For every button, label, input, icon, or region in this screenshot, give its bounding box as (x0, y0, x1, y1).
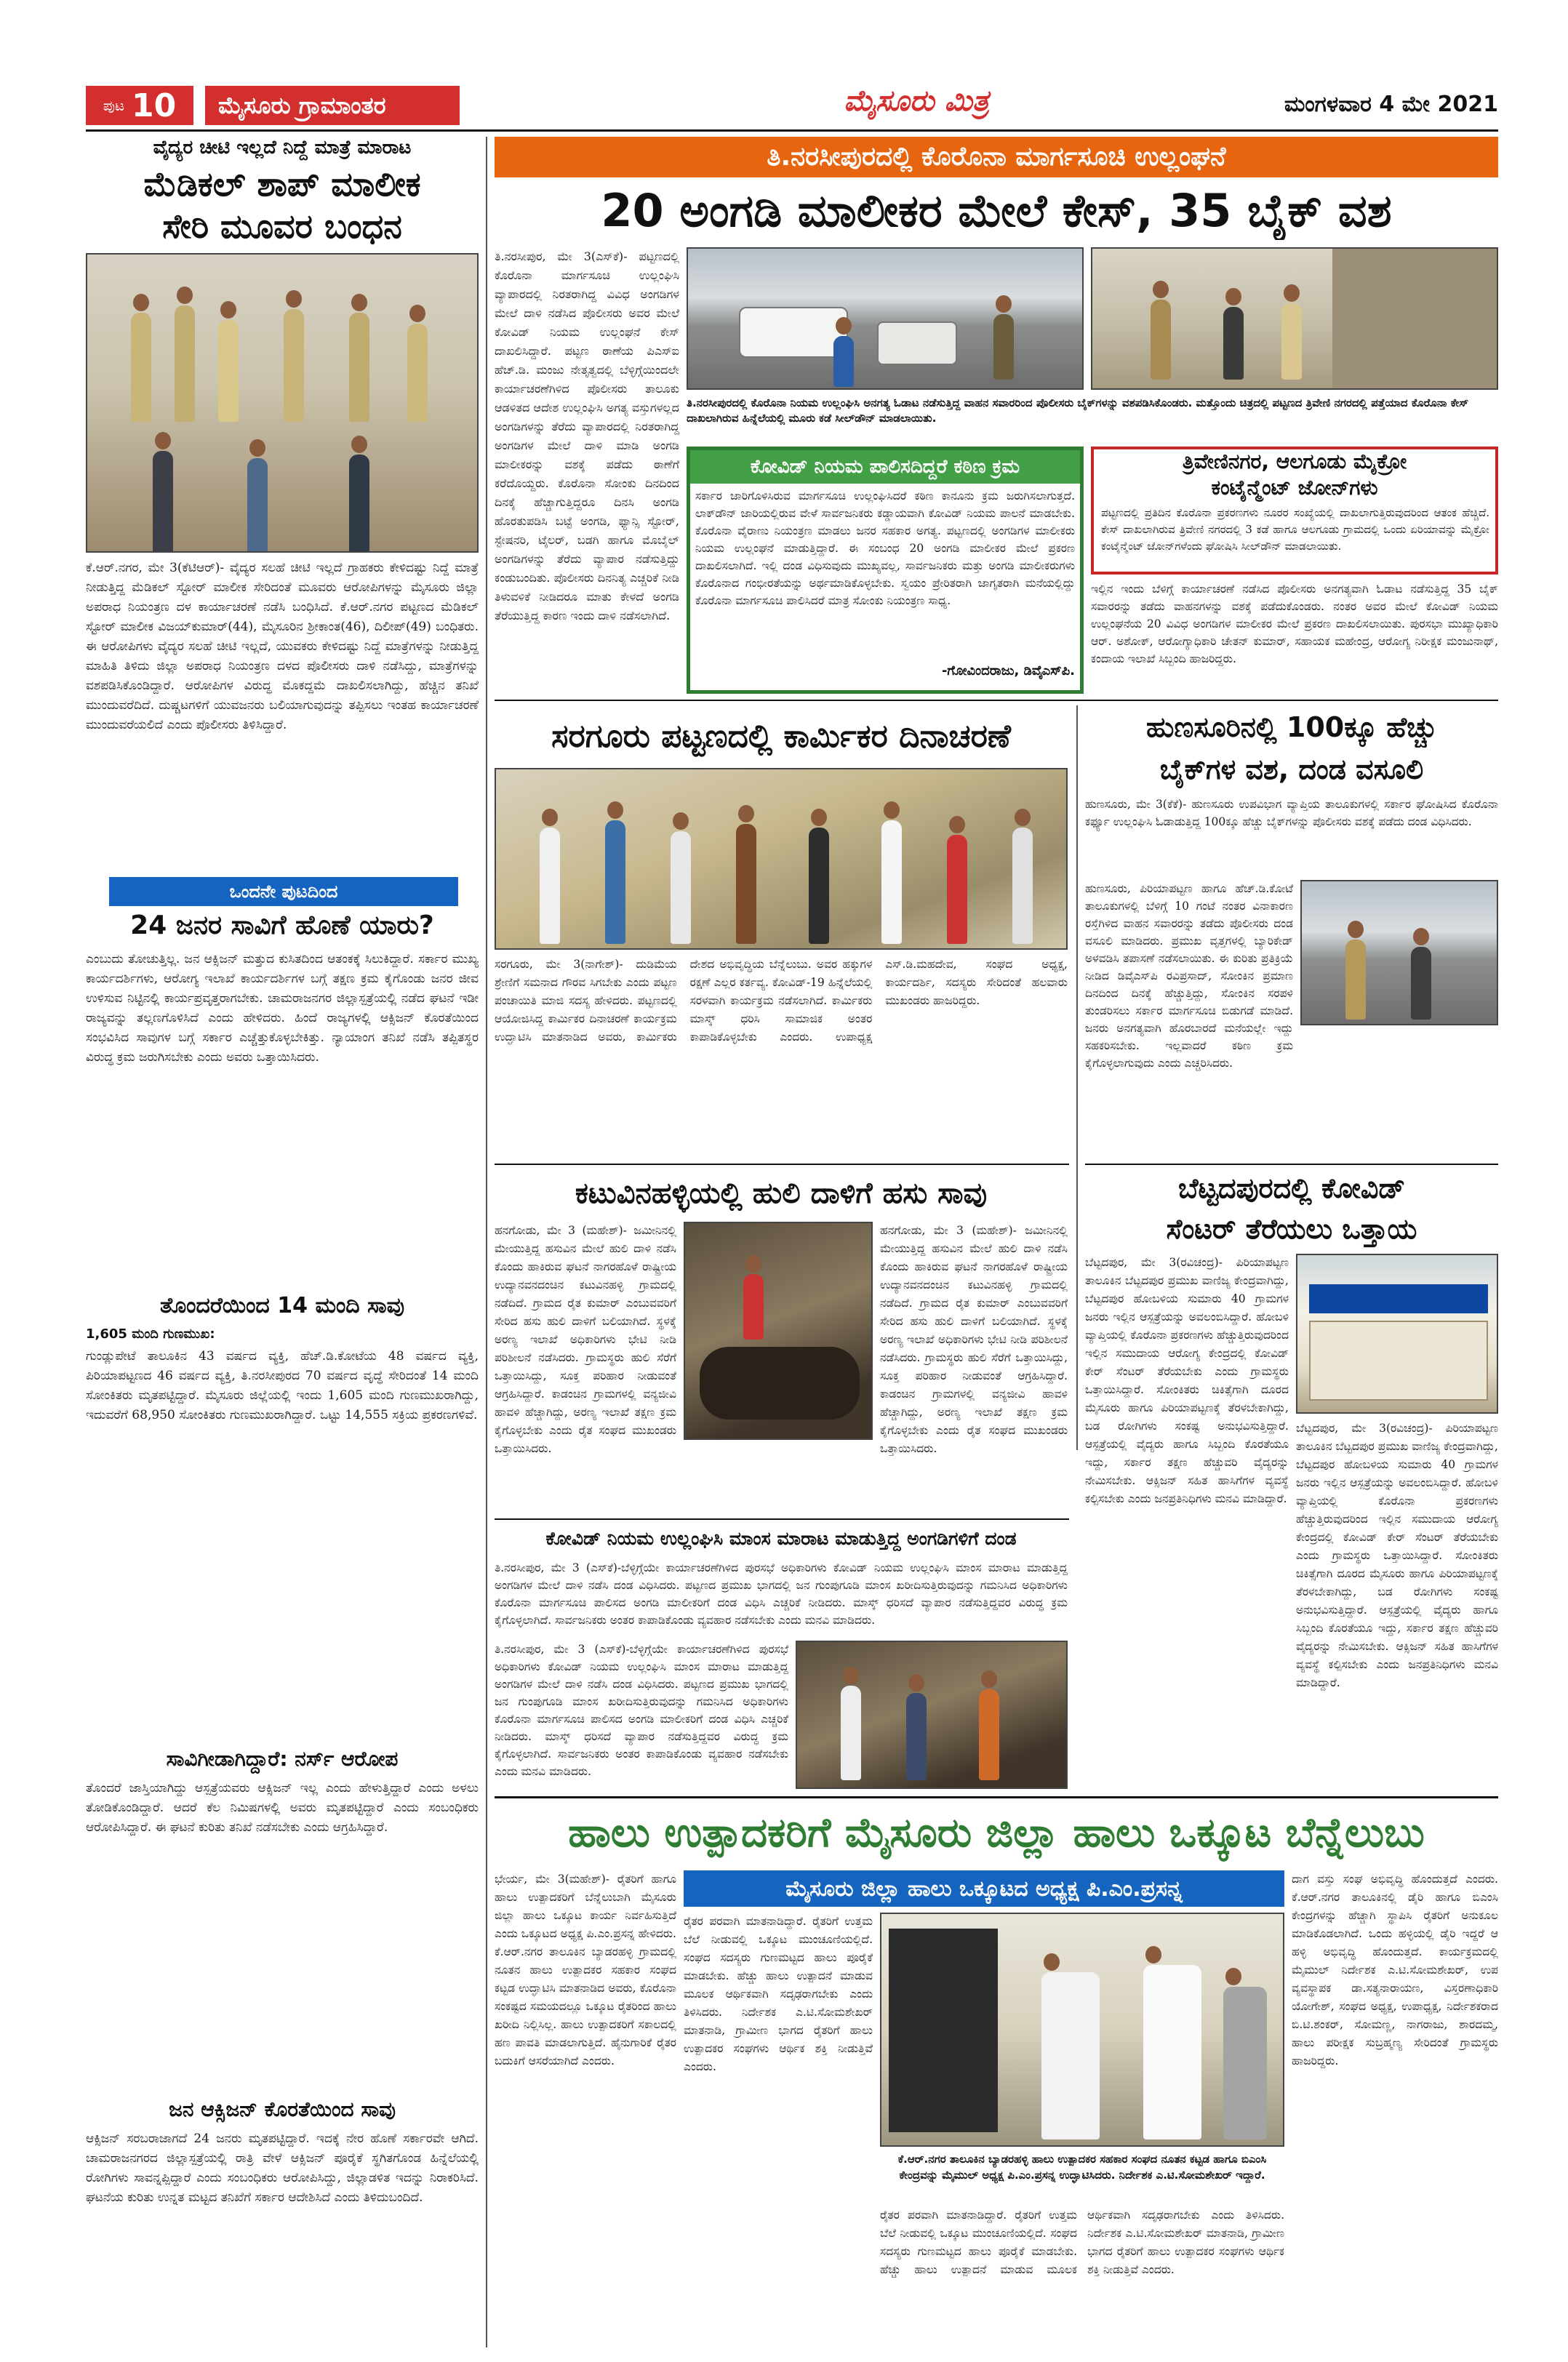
sealdown-photo (1091, 247, 1498, 390)
deaths-headline: 24 ಜನರ ಸಾವಿಗೆ ಹೊಣೆ ಯಾರು? (130, 910, 434, 940)
section-rule (495, 1518, 1069, 1520)
photo-person (979, 1689, 999, 1780)
photo-building (1309, 1321, 1488, 1401)
tnarasipura-photo-caption: ತಿ.ನರಸೀಪುರದಲ್ಲಿ ಕೊರೊನಾ ನಿಯಮ ಉಲ್ಲಂಘಿಸಿ ಅನಗತ್ಯ ಓಡಾಟ ನಡೆಸುತ್ತಿದ್ದ ವಾಹನ ಸವಾರರಿಂದ ಪೊಲೀಸರು ಬೈಕ್‌ಗಳನ್ನು ವಶಪಡಿಸಿಕೊಂಡರು. ಮತ್ತೊಂದು ಚಿತ್ರದಲ್ಲಿ ಪಟ್ಟಣದ ತ್ರಿವೇಣಿ ನಗರದಲ್ಲಿ ಪತ್ತೆಯಾದ ಕೊರೊನಾ ಕೇಸ್ ದಾಖಲಾಗಿರುವ ಹಿನ್ನೆಲೆಯಲ್ಲಿ ಮೂರು ಕಡೆ ಸೀಲ್‌ಡೌನ್ ಮಾಡಲಾಯಿತು. (687, 396, 1469, 425)
milk-body-right: ದಾಗ ವಸ್ತು ಸಂಘ ಅಭಿವೃದ್ಧಿ ಹೊಂದುತ್ತದೆ ಎಂದರು. ಕೆ.ಆರ್.ನಗರ ತಾಲೂಕಿನಲ್ಲಿ ಡೈರಿ ಹಾಗೂ ಬಿಎಂಸಿ ಕೇಂದ್ರಗಳನ್ನು ಹೆಚ್ಚಾಗಿ ಸ್ಥಾಪಿಸಿ ರೈತರಿಗೆ ಅನುಕೂಲ ಮಾಡಿಕೊಡಲಾಗಿದೆ. ಒಂದು ಹಳ್ಳಿಯಲ್ಲಿ ಡೈರಿ ಇದ್ದರೆ ಆ ಹಳ್ಳಿ ಅಭಿವೃದ್ಧಿ ಹೊಂದುತ್ತದೆ. ಕಾರ್ಯಕ್ರಮದಲ್ಲಿ ಮೈಮುಲ್ ನಿರ್ದೇಶಕ ಎ.ಟಿ.ಸೋಮಶೇಖರ್, ಉಪ ವ್ಯವಸ್ಥಾಪಕ ಡಾ.ಸತ್ಯನಾರಾಯಣ, ವಿಸ್ತರಣಾಧಿಕಾರಿ ಯೋಗೇಶ್, ಸಂಘದ ಅಧ್ಯಕ್ಷ, ಉಪಾಧ್ಯಕ್ಷ, ನಿರ್ದೇಶಕರಾದ ಬಿ.ಟಿ.ಶಂಕರ್, ಸೋಮಣ್ಣ, ನಾಗರಾಜು, ಶಾರದಮ್ಮ, ಹಾಲು ಪರೀಕ್ಷಕ ಸುಬ್ರಹ್ಮಣ್ಯ ಸೇರಿದಂತೆ ಗ್ರಾಮಸ್ಥರು ಹಾಜರಿದ್ದರು. (1292, 1873, 1498, 2067)
hunsur-headline-1: ಹುಣಸೂರಿನಲ್ಲಿ 100ಕ್ಕೂ ಹೆಚ್ಚು (1145, 711, 1438, 743)
deaths-bold-line: 1,605 ಮಂದಿ ಗುಣಮುಖ: (86, 1326, 215, 1342)
leopard-body-2: ಹನಗೋಡು, ಮೇ 3 (ಮಹೇಶ್)- ಜಮೀನಿನಲ್ಲಿ ಮೇಯುತ್ತಿದ್ದ ಹಸುವಿನ ಮೇಲೆ ಹುಲಿ ದಾಳಿ ನಡೆಸಿ ಕೊಂದು ಹಾಕಿರುವ ಘಟನೆ ನಾಗರಹೊಳೆ ರಾಷ್ಟ್ರೀಯ ಉದ್ಯಾನವನದಂಚಿನ ಕಟುವಿನಹಳ್ಳಿ ಗ್ರಾಮದಲ್ಲಿ ನಡೆದಿದೆ. ಗ್ರಾಮದ ರೈತ ಕುಮಾರ್ ಎಂಬುವವರಿಗೆ ಸೇರಿದ ಹಸು ಹುಲಿ ದಾಳಿಗೆ ಬಲಿಯಾಗಿದೆ. ಸ್ಥಳಕ್ಕೆ ಅರಣ್ಯ ಇಲಾಖೆ ಅಧಿಕಾರಿಗಳು ಭೇಟಿ ನೀಡಿ ಪರಿಶೀಲನೆ ನಡೆಸಿದರು. ಗ್ರಾಮಸ್ಥರು ಹುಲಿ ಸೆರೆಗೆ ಒತ್ತಾಯಿಸಿದ್ದು, ಸೂಕ್ತ ಪರಿಹಾರ ನೀಡುವಂತೆ ಆಗ್ರಹಿಸಿದ್ದಾರೆ. ಕಾಡಂಚಿನ ಗ್ರಾಮಗಳಲ್ಲಿ ವನ್ಯಜೀವಿ ಹಾವಳಿ ಹೆಚ್ಚಾಗಿದ್ದು, ಅರಣ್ಯ ಇಲಾಖೆ ತಕ್ಷಣ ಕ್ರಮ ಕೈಗೊಳ್ಳಬೇಕು ಎಂದು ರೈತ ಸಂಘದ ಮುಖಂಡರು ಒತ್ತಾಯಿಸಿದರು. (880, 1224, 1068, 1455)
meat-body: ತಿ.ನರಸೀಪುರ, ಮೇ 3 (ಎಸ್‌ಕೆ)-ಬೆಳ್ಳಿಗ್ಗೆಯೇ ಕಾರ್ಯಾಚರಣೆಗಿಳಿದ ಪುರಸಭೆ ಅಧಿಕಾರಿಗಳು ಕೋವಿಡ್ ನಿಯಮ ಉಲ್ಲಂಘಿಸಿ ಮಾಂಸ ಮಾರಾಟ ಮಾಡುತ್ತಿದ್ದ ಅಂಗಡಿಗಳ ಮೇಲೆ ದಾಳಿ ನಡೆಸಿ ದಂಡ ವಿಧಿಸಿದರು. ಪಟ್ಟಣದ ಪ್ರಮುಖ ಭಾಗದಲ್ಲಿ ಜನ ಗುಂಪುಗೂಡಿ ಮಾಂಸ ಖರೀದಿಸುತ್ತಿರುವುದನ್ನು ಗಮನಿಸಿದ ಅಧಿಕಾರಿಗಳು ಕೊರೊನಾ ಮಾರ್ಗಸೂಚಿ ಪಾಲಿಸದ ಅಂಗಡಿ ಮಾಲೀಕರಿಗೆ ದಂಡ ವಿಧಿಸಿ ಎಚ್ಚರಿಕೆ ನೀಡಿದರು. ಮಾಸ್ಕ್ ಧರಿಸದೆ ವ್ಯಾಪಾರ ನಡೆಸುತ್ತಿದ್ದವರ ವಿರುದ್ಧ ಕ್ರಮ ಕೈಗೊಳ್ಳಲಾಗಿದೆ. ಸಾರ್ವಜನಿಕರು ಅಂತರ ಕಾಪಾಡಿಕೊಂಡು ವ್ಯವಹಾರ ನಡೆಸಬೇಕು ಎಂದು ಮನವಿ ಮಾಡಿದರು. (495, 1561, 1068, 1627)
leopard-body: ಹನಗೋಡು, ಮೇ 3 (ಮಹೇಶ್)- ಜಮೀನಿನಲ್ಲಿ ಮೇಯುತ್ತಿದ್ದ ಹಸುವಿನ ಮೇಲೆ ಹುಲಿ ದಾಳಿ ನಡೆಸಿ ಕೊಂದು ಹಾಕಿರುವ ಘಟನೆ ನಾಗರಹೊಳೆ ರಾಷ್ಟ್ರೀಯ ಉದ್ಯಾನವನದಂಚಿನ ಕಟುವಿನಹಳ್ಳಿ ಗ್ರಾಮದಲ್ಲಿ ನಡೆದಿದೆ. ಗ್ರಾಮದ ರೈತ ಕುಮಾರ್ ಎಂಬುವವರಿಗೆ ಸೇರಿದ ಹಸು ಹುಲಿ ದಾಳಿಗೆ ಬಲಿಯಾಗಿದೆ. ಸ್ಥಳಕ್ಕೆ ಅರಣ್ಯ ಇಲಾಖೆ ಅಧಿಕಾರಿಗಳು ಭೇಟಿ ನೀಡಿ ಪರಿಶೀಲನೆ ನಡೆಸಿದರು. ಗ್ರಾಮಸ್ಥರು ಹುಲಿ ಸೆರೆಗೆ ಒತ್ತಾಯಿಸಿದ್ದು, ಸೂಕ್ತ ಪರಿಹಾರ ನೀಡುವಂತೆ ಆಗ್ರಹಿಸಿದ್ದಾರೆ. ಕಾಡಂಚಿನ ಗ್ರಾಮಗಳಲ್ಲಿ ವನ್ಯಜೀವಿ ಹಾವಳಿ ಹೆಚ್ಚಾಗಿದ್ದು, ಅರಣ್ಯ ಇಲಾಖೆ ತಕ್ಷಣ ಕ್ರಮ ಕೈಗೊಳ್ಳಬೇಕು ಎಂದು ರೈತ ಸಂಘದ ಮುಖಂಡರು ಒತ್ತಾಯಿಸಿದರು. (495, 1224, 676, 1455)
pharmacy-headline-2: ಸೇರಿ ಮೂವರ ಬಂಧನ (162, 207, 402, 246)
photo-plaque (889, 1929, 998, 2132)
photo-person (175, 305, 195, 422)
continued-banner: ಒಂದನೇ ಪುಟದಿಂದ (109, 877, 458, 906)
deaths-body-4: ಆಕ್ಸಿಜನ್ ಸರಬರಾಜಾಗದೆ 24 ಜನರು ಮೃತಪಟ್ಟಿದ್ದಾರೆ. ಇದಕ್ಕೆ ನೇರ ಹೊಣೆ ಸರ್ಕಾರವೇ ಆಗಿದೆ. ಚಾಮರಾಜನಗರದ ಜಿಲ್ಲಾಸ್ಪತ್ರೆಯಲ್ಲಿ ರಾತ್ರಿ ವೇಳೆ ಆಕ್ಸಿಜನ್ ಪೂರೈಕೆ ಸ್ಥಗಿತಗೊಂಡ ಹಿನ್ನೆಲೆಯಲ್ಲಿ ರೋಗಿಗಳು ಸಾವನ್ನಪ್ಪಿದ್ದಾರೆ ಎಂದು ಸಂಬಂಧಿಕರು ಆರೋಪಿಸಿದ್ದು, ಜಿಲ್ಲಾಡಳಿತ ಇದನ್ನು ನಿರಾಕರಿಸಿದೆ. ಘಟನೆಯ ಕುರಿತು ಉನ್ನತ ಮಟ್ಟದ ತನಿಖೆಗೆ ಸರ್ಕಾರ ಆದೇಶಿಸಿದೆ ಎಂದು ತಿಳಿದುಬಂದಿದೆ. (86, 2131, 479, 2205)
photo-vehicle (877, 321, 957, 365)
deaths-body-1: ಎಂಬುದು ತೋಚುತ್ತಿಲ್ಲ. ಜನ ಆಕ್ಸಿಜನ್ ಮತ್ತುದ ಕುಸಿತದಿಂದ ಆತಂಕಕ್ಕೆ ಸಿಲುಕಿದ್ದಾರೆ. ಸರ್ಕಾರ ಮುಖ್ಯ ಕಾರ್ಯದರ್ಶಿಗಳು, ಆರೋಗ್ಯ ಇಲಾಖೆ ಕಾರ್ಯದರ್ಶಿಗಳ ಬಗ್ಗೆ ತಕ್ಷಣ ಕ್ರಮ ಕೈಗೊಂಡು ಜನರ ಜೀವ ಉಳಿಸುವ ನಿಟ್ಟಿನಲ್ಲಿ ಕಾರ್ಯಪ್ರವೃತ್ತರಾಗಬೇಕು. ಚಾಮರಾಜನಗರ ಜಿಲ್ಲಾಸ್ಪತ್ರೆಯಲ್ಲಿ ನಡೆದ ಘಟನೆ ಇಡೀ ರಾಜ್ಯವನ್ನು ತಲ್ಲಣಗೊಳಿಸಿದೆ ಎಂದು ಹೇಳಿದರು. ಹಿಂದೆ ರಾಜ್ಯಗಳಲ್ಲಿ ಆಕ್ಸಿಜನ್ ಕೊರತೆಯಿಂದ ಸಂಭವಿಸಿದ ಸಾವುಗಳ ಬಗ್ಗೆ ಸರ್ಕಾರ ಎಚ್ಚೆತ್ತುಕೊಳ್ಳಬೇಕಿತ್ತು. ನ್ಯಾಯಾಂಗ ತನಿಖೆ ನಡೆಸಿ ತಪ್ಪಿತಸ್ಥರ ವಿರುದ್ಧ ಕ್ರಮ ಜರುಗಿಸಬೇಕು ಎಂದು ಅವರು ಒತ್ತಾಯಿಸಿದರು. (86, 952, 479, 1065)
deaths-body-3: ತೊಂದರೆ ಜಾಸ್ತಿಯಾಗಿದ್ದು ಆಸ್ಪತ್ರೆಯವರು ಆಕ್ಸಿಜನ್ ಇಲ್ಲ ಎಂದು ಹೇಳುತ್ತಿದ್ದಾರೆ ಎಂದು ಅಳಲು ತೋಡಿಕೊಂಡಿದ್ದಾರೆ. ಆದರೆ ಕೆಲ ನಿಮಿಷಗಳಲ್ಲಿ ಅವರು ಮೃತಪಟ್ಟಿದ್ದಾರೆ ಎಂದು ಸಂಬಂಧಿಕರು ಆರೋಪಿಸಿದ್ದಾರೆ. ಈ ಘಟನೆ ಕುರಿತು ತನಿಖೆ ನಡೆಸಬೇಕು ಎಂದು ಆಗ್ರಹಿಸಿದ್ದಾರೆ. (86, 1781, 479, 1835)
photo-vehicle (739, 307, 848, 358)
pharmacy-kicker: ವೈದ್ಯರ ಚೀಟಿ ಇಲ್ಲದೆ ನಿದ್ದೆ ಮಾತ್ರೆ ಮಾರಾಟ (153, 137, 412, 159)
photo-person (906, 1693, 927, 1780)
tnarasipura-continued-body: ಇಲ್ಲಿನ ಇಂದು ಬೆಳಿಗ್ಗೆ ಕಾರ್ಯಾಚರಣೆ ನಡೆಸಿದ ಪೊಲೀಸರು ಅನಗತ್ಯವಾಗಿ ಓಡಾಟ ನಡೆಸುತ್ತಿದ್ದ 35 ಬೈಕ್ ಸವಾರರನ್ನು ತಡೆದು ವಾಹನಗಳನ್ನು ವಶಕ್ಕೆ ಪಡೆದುಕೊಂಡರು. ನಂತರ ಅವರ ಮೇಲೆ ಕೋವಿಡ್ ನಿಯಮ ಉಲ್ಲಂಘನೆಯ 20 ವಿವಿಧ ಅಂಗಡಿಗಳ ಮಾಲೀಕರ ಮೇಲೆ ಪ್ರಕರಣ ದಾಖಲಿಸಲಾಯಿತು. ಪುರಸಭಾ ಮುಖ್ಯಾಧಿಕಾರಿ ಆರ್. ಅಶೋಕ್, ಆರೋಗ್ಯಾಧಿಕಾರಿ ಚೇತನ್ ಕುಮಾರ್, ಸಹಾಯಕ ಮಹೇಂದ್ರ, ಆರೋಗ್ಯ ನಿರೀಕ್ಷಕ ಮಂಜುನಾಥ್, ಕಂದಾಯ ಇಲಾಖೆ ಸಿಬ್ಬಂದಿ ಹಾಜರಿದ್ದರು. (1091, 583, 1498, 665)
saragur-body: ಸರಗೂರು, ಮೇ 3(ನಾಗೇಶ್)- ದುಡಿಮೆಯ ಶ್ರೇಣಿಗೆ ಸಮನಾದ ಗೌರವ ಸಿಗಬೇಕು ಎಂದು ಪಟ್ಟಣ ಪಂಚಾಯಿತಿ ಮಾಜಿ ಸದಸ್ಯ ಹೇಳಿದರು. ಪಟ್ಟಣದಲ್ಲಿ ಆಯೋಜಿಸಿದ್ದ ಕಾರ್ಮಿಕರ ದಿನಾಚರಣೆ ಕಾರ್ಯಕ್ರಮ ಉದ್ಘಾಟಿಸಿ ಮಾತನಾಡಿದ ಅವರು, ಕಾರ್ಮಿಕರು ದೇಶದ ಅಭಿವೃದ್ಧಿಯ ಬೆನ್ನೆಲುಬು. ಅವರ ಹಕ್ಕುಗಳ ರಕ್ಷಣೆ ಎಲ್ಲರ ಕರ್ತವ್ಯ. ಕೋವಿಡ್-19 ಹಿನ್ನೆಲೆಯಲ್ಲಿ ಸರಳವಾಗಿ ಕಾರ್ಯಕ್ರಮ ನಡೆಸಲಾಗಿದೆ. ಕಾರ್ಮಿಕರು ಮಾಸ್ಕ್ ಧರಿಸಿ ಸಾಮಾಜಿಕ ಅಂತರ ಕಾಪಾಡಿಕೊಳ್ಳಬೇಕು ಎಂದರು. ಉಪಾಧ್ಯಕ್ಷ ಎಸ್.ಡಿ.ಮಹದೇವ, ಸಂಘದ ಅಧ್ಯಕ್ಷ, ಕಾರ್ಯದರ್ಶಿ, ಸದಸ್ಯರು ಸೇರಿದಂತೆ ಹಲವಾರು ಮುಖಂಡರು ಹಾಜರಿದ್ದರು. (495, 958, 1068, 1044)
issue-date: ಮಂಗಳವಾರ 4 ಮೇ 2021 (1284, 92, 1498, 117)
photo-person (1143, 1965, 1201, 2139)
photo-person (1345, 940, 1366, 1020)
photo-person (349, 455, 369, 553)
photo-person (1223, 307, 1244, 380)
milk-inauguration-photo (880, 1913, 1284, 2147)
photo-person (218, 320, 239, 422)
photo-person (993, 314, 1014, 380)
photo-person (809, 828, 829, 944)
tnarasipura-body: ತಿ.ನರಸೀಪುರ, ಮೇ 3(ಎಸ್‌ಕೆ)- ಪಟ್ಟಣದಲ್ಲಿ ಕೊರೊನಾ ಮಾರ್ಗಸೂಚಿ ಉಲ್ಲಂಘಿಸಿ ವ್ಯಾಪಾರದಲ್ಲಿ ನಿರತರಾಗಿದ್ದ ವಿವಿಧ ಅಂಗಡಿಗಳ ಮೇಲೆ ದಾಳಿ ನಡೆಸಿದ ಪೊಲೀಸರು ಅವರ ಮೇಲೆ ಕೋವಿಡ್ ನಿಯಮ ಉಲ್ಲಂಘನೆ ಕೇಸ್ ದಾಖಲಿಸಿದ್ದಾರೆ. ಪಟ್ಟಣ ಠಾಣೆಯ ಪಿಎಸ್‌ಐ ಹೆಚ್.ಡಿ. ಮಂಜು ನೇತೃತ್ವದಲ್ಲಿ ಬೆಳ್ಳಿಗ್ಗೆಯಿಂದಲೇ ಕಾರ್ಯಾಚರಣೆಗಿಳಿದ ಪೊಲೀಸರು ತಾಲೂಕು ಆಡಳಿತದ ಆದೇಶ ಉಲ್ಲಂಘಿಸಿ ಅಗತ್ಯ ವಸ್ತುಗಳಲ್ಲದ ಅಂಗಡಿಗಳನ್ನು ತೆರೆದು ವ್ಯಾಪಾರದಲ್ಲಿ ನಿರತರಾಗಿದ್ದ ಅಂಗಡಿಗಳ ಮೇಲೆ ದಾಳಿ ಮಾಡಿ ಅಂಗಡಿ ಮಾಲೀಕರನ್ನು ವಶಕ್ಕೆ ಪಡೆದು ಠಾಣೆಗೆ ಕರೆದೊಯ್ದರು. ಕೊರೊನಾ ಸೋಂಕು ದಿನದಿಂದ ದಿನಕ್ಕೆ ಹೆಚ್ಚಾಗುತ್ತಿದ್ದರೂ ದಿನಸಿ ಅಂಗಡಿ ಹೊರತುಪಡಿಸಿ ಬಟ್ಟೆ ಅಂಗಡಿ, ಫ್ಯಾನ್ಸಿ ಸ್ಟೋರ್, ಸ್ಟೇಷನರಿ, ಟೈಲರ್, ಬಡಗಿ ಹಾಗೂ ಮೊಬೈಲ್ ಅಂಗಡಿಗಳನ್ನು ತೆರೆದು ವ್ಯಾಪಾರ ನಡೆಸುತ್ತಿದ್ದು ಕಂಡುಬಂದಿತು. ಪೊಲೀಸರು ದಿನನಿತ್ಯ ಎಚ್ಚರಿಕೆ ನೀಡಿ ತಿಳುವಳಿಕೆ ನೀಡಿದರೂ ಮಾತು ಕೇಳದೆ ಅಂಗಡಿ ತೆರೆಯುತ್ತಿದ್ದ ಕಾರಣ ಇಂದು ದಾಳಿ ನಡೆಸಲಾಗಿದೆ. (495, 249, 679, 622)
covid-rules-signature: -ಗೋವಿಂದರಾಜು, ಡಿವೈಎಸ್‌ಪಿ. (941, 663, 1075, 678)
bettadapura-body: ಬೆಟ್ಟದಪುರ, ಮೇ 3(ರವಿಚಂದ್ರ)- ಪಿರಿಯಾಪಟ್ಟಣ ತಾಲೂಕಿನ ಬೆಟ್ಟದಪುರ ಪ್ರಮುಖ ವಾಣಿಜ್ಯ ಕೇಂದ್ರವಾಗಿದ್ದು, ಬೆಟ್ಟದಪುರ ಹೋಬಳಿಯ ಸುಮಾರು 40 ಗ್ರಾಮಗಳ ಜನರು ಇಲ್ಲಿನ ಆಸ್ಪತ್ರೆಯನ್ನು ಅವಲಂಬಿಸಿದ್ದಾರೆ. ಹೋಬಳಿ ವ್ಯಾಪ್ತಿಯಲ್ಲಿ ಕೊರೊನಾ ಪ್ರಕರಣಗಳು ಹೆಚ್ಚುತ್ತಿರುವುದರಿಂದ ಇಲ್ಲಿನ ಸಮುದಾಯ ಆರೋಗ್ಯ ಕೇಂದ್ರದಲ್ಲಿ ಕೋವಿಡ್ ಕೇರ್ ಸೆಂಟರ್ ತೆರೆಯಬೇಕು ಎಂದು ಗ್ರಾಮಸ್ಥರು ಒತ್ತಾಯಿಸಿದ್ದಾರೆ. ಸೋಂಕಿತರು ಚಿಕಿತ್ಸೆಗಾಗಿ ದೂರದ ಮೈಸೂರು ಹಾಗೂ ಪಿರಿಯಾಪಟ್ಟಣಕ್ಕೆ ತೆರಳಬೇಕಾಗಿದ್ದು, ಬಡ ರೋಗಿಗಳು ಸಂಕಷ್ಟ ಅನುಭವಿಸುತ್ತಿದ್ದಾರೆ. ಆಸ್ಪತ್ರೆಯಲ್ಲಿ ವೈದ್ಯರು ಹಾಗೂ ಸಿಬ್ಬಂದಿ ಕೊರತೆಯೂ ಇದ್ದು, ಸರ್ಕಾರ ತಕ್ಷಣ ಹೆಚ್ಚುವರಿ ವೈದ್ಯರನ್ನು ನೇಮಿಸಬೇಕು. ಆಕ್ಸಿಜನ್ ಸಹಿತ ಹಾಸಿಗೆಗಳ ವ್ಯವಸ್ಥೆ ಕಲ್ಪಿಸಬೇಕು ಎಂದು ಜನಪ್ರತಿನಿಧಿಗಳು ಮನವಿ ಮಾಡಿದ್ದಾರೆ. (1085, 1256, 1289, 1505)
section-rule (1085, 1164, 1498, 1165)
photo-person (1041, 1972, 1100, 2139)
section-rule (495, 1164, 1069, 1165)
bettadapura-headline-1: ಬೆಟ್ಟದಪುರದಲ್ಲಿ ಕೋವಿಡ್ (1178, 1172, 1405, 1204)
health-centre-photo (1296, 1254, 1498, 1414)
photo-cow (700, 1347, 860, 1420)
section-title: ಮೈಸೂರು ಗ್ರಾಮಾಂತರ (205, 86, 460, 125)
deaths-subhead-3: ಜನ ಆಕ್ಸಿಜನ್ ಕೊರತೆಯಿಂದ ಸಾವು (169, 2097, 396, 2121)
photo-person (153, 451, 173, 553)
milk-photo-caption: ಕೆ.ಆರ್.ನಗರ ತಾಲೂಕಿನ ಬ್ಯಾಡರಹಳ್ಳಿ ಹಾಲು ಉತ್ಪಾದಕರ ಸಹಕಾರ ಸಂಘದ ನೂತನ ಕಟ್ಟಡ ಹಾಗೂ ಬಿಎಂಸಿ ಕೇಂದ್ರವನ್ನು ಮೈಮುಲ್ ಅಧ್ಯಕ್ಷ ಪಿ.ಎಂ.ಪ್ರಸನ್ನ ಉದ್ಘಾಟಿಸಿದರು. ನಿರ್ದೇಶಕ ಎ.ಟಿ.ಸೋಮಶೇಖರ್ ಇದ್ದಾರೆ. (897, 2153, 1267, 2182)
paper-logo: ಮೈಸೂರು ಮಿತ್ರ (844, 84, 989, 118)
milk-president-bar: ಮೈಸೂರು ಜಿಲ್ಲಾ ಹಾಲು ಒಕ್ಕೂಟದ ಅಧ್ಯಕ್ಷ ಪಿ.ಎಂ.ಪ್ರಸನ್ನ (684, 1870, 1284, 1907)
photo-person (833, 336, 854, 387)
photo-person (349, 313, 369, 422)
containment-body: ಪಟ್ಟಣದಲ್ಲಿ ಪ್ರತಿದಿನ ಕೊರೊನಾ ಪ್ರಕರಣಗಳು ನೂರರ ಸಂಖ್ಯೆಯಲ್ಲಿ ದಾಖಲಾಗುತ್ತಿರುವುದರಿಂದ ಆತಂಕ ಹೆಚ್ಚಿದೆ. ಕೇಸ್ ದಾಖಲಾಗಿರುವ ತ್ರಿವೇಣಿ ನಗರದಲ್ಲಿ 3 ಕಡೆ ಹಾಗೂ ಆಲಗೂಡು ಗ್ರಾಮದಲ್ಲಿ ಒಂದು ಏರಿಯಾವನ್ನು ಮೈಕ್ರೋ ಕಂಟೈನ್ಮೆಂಟ್ ಜೋನ್‌ಗಳೆಂದು ಘೋಷಿಸಿ ಸೀಲ್‌ಡೌನ್ ಮಾಡಲಾಯಿತು. (1101, 506, 1489, 553)
leopard-headline: ಕಟುವಿನಹಳ್ಳಿಯಲ್ಲಿ ಹುಲಿ ದಾಳಿಗೆ ಹಸು ಸಾವು (575, 1177, 988, 1210)
photo-person (1223, 1987, 1267, 2139)
labour-day-photo (495, 768, 1068, 950)
photo-person (605, 820, 625, 944)
photo-person (1151, 300, 1171, 380)
meat-body-2: ತಿ.ನರಸೀಪುರ, ಮೇ 3 (ಎಸ್‌ಕೆ)-ಬೆಳ್ಳಿಗ್ಗೆಯೇ ಕಾರ್ಯಾಚರಣೆಗಿಳಿದ ಪುರಸಭೆ ಅಧಿಕಾರಿಗಳು ಕೋವಿಡ್ ನಿಯಮ ಉಲ್ಲಂಘಿಸಿ ಮಾಂಸ ಮಾರಾಟ ಮಾಡುತ್ತಿದ್ದ ಅಂಗಡಿಗಳ ಮೇಲೆ ದಾಳಿ ನಡೆಸಿ ದಂಡ ವಿಧಿಸಿದರು. ಪಟ್ಟಣದ ಪ್ರಮುಖ ಭಾಗದಲ್ಲಿ ಜನ ಗುಂಪುಗೂಡಿ ಮಾಂಸ ಖರೀದಿಸುತ್ತಿರುವುದನ್ನು ಗಮನಿಸಿದ ಅಧಿಕಾರಿಗಳು ಕೊರೊನಾ ಮಾರ್ಗಸೂಚಿ ಪಾಲಿಸದ ಅಂಗಡಿ ಮಾಲೀಕರಿಗೆ ದಂಡ ವಿಧಿಸಿ ಎಚ್ಚರಿಕೆ ನೀಡಿದರು. ಮಾಸ್ಕ್ ಧರಿಸದೆ ವ್ಯಾಪಾರ ನಡೆಸುತ್ತಿದ್ದವರ ವಿರುದ್ಧ ಕ್ರಮ ಕೈಗೊಳ್ಳಲಾಗಿದೆ. ಸಾರ್ವಜನಿಕರು ಅಂತರ ಕಾಪಾಡಿಕೊಂಡು ವ್ಯವಹಾರ ನಡೆಸಬೇಕು ಎಂದು ಮನವಿ ಮಾಡಿದರು. (495, 1643, 788, 1778)
deaths-subhead-2: ಸಾವಿಗೀಡಾಗಿದ್ದಾರೆ: ನರ್ಸ್ ಆರೋಪ (166, 1747, 399, 1771)
tnarasipura-kicker-bar: ತಿ.ನರಸೀಪುರದಲ್ಲಿ ಕೊರೊನಾ ಮಾರ್ಗಸೂಚಿ ಉಲ್ಲಂಘನೆ (495, 137, 1498, 177)
photo-building (1332, 249, 1498, 390)
photo-person (671, 831, 691, 944)
milk-body-mid-2: ರೈತರ ಪರವಾಗಿ ಮಾತನಾಡಿದ್ದಾರೆ. ರೈತರಿಗೆ ಉತ್ತಮ ಬೆಲೆ ನೀಡುವಲ್ಲಿ ಒಕ್ಕೂಟ ಮುಂಚೂಣಿಯಲ್ಲಿದೆ. ಸಂಘದ ಸದಸ್ಯರು ಗುಣಮಟ್ಟದ ಹಾಲು ಪೂರೈಕೆ ಮಾಡಬೇಕು. ಹೆಚ್ಚು ಹಾಲು ಉತ್ಪಾದನೆ ಮಾಡುವ ಮೂಲಕ ಆರ್ಥಿಕವಾಗಿ ಸದೃಢರಾಗಬೇಕು ಎಂದು ತಿಳಿಸಿದರು. ನಿರ್ದೇಶಕ ಎ.ಟಿ.ಸೋಮಶೇಖರ್ ಮಾತನಾಡಿ, ಗ್ರಾಮೀಣ ಭಾಗದ ರೈತರಿಗೆ ಹಾಲು ಉತ್ಪಾದಕರ ಸಂಘಗಳು ಆರ್ಥಿಕ ಶಕ್ತಿ ನೀಡುತ್ತಿವೆ ಎಂದರು. (880, 2209, 1284, 2276)
photo-person (881, 820, 902, 944)
hunsur-lead: ಹುಣಸೂರು, ಮೇ 3(ಕೆಕೆ)- ಹುಣಸೂರು ಉಪವಿಭಾಗ ವ್ಯಾಪ್ತಿಯ ತಾಲೂಕುಗಳಲ್ಲಿ ಸರ್ಕಾರ ಘೋಷಿಸಿದ ಕೊರೊನಾ ಕರ್ಫ್ಯೂ ಉಲ್ಲಂಘಿಸಿ ಓಡಾಡುತ್ತಿದ್ದ 100ಕ್ಕೂ ಹೆಚ್ಚು ಬೈಕ್‌ಗಳನ್ನು ಪೊಲೀಸರು ವಶಕ್ಕೆ ಪಡೆದು ದಂಡ ವಿಧಿಸಿದರು. (1085, 798, 1498, 828)
covid-rules-body: ಸರ್ಕಾರ ಜಾರಿಗೊಳಿಸಿರುವ ಮಾರ್ಗಸೂಚಿ ಉಲ್ಲಂಘಿಸಿದರೆ ಕಠಿಣ ಕಾನೂನು ಕ್ರಮ ಜರುಗಿಸಲಾಗುತ್ತದೆ. ಲಾಕ್‌ಡೌನ್ ಜಾರಿಯಲ್ಲಿರುವ ವೇಳೆ ಸಾರ್ವಜನಿಕರು ಕಡ್ಡಾಯವಾಗಿ ಕೋವಿಡ್ ನಿಯಮ ಪಾಲನೆ ಮಾಡಬೇಕು. ಕೊರೊನಾ ವೈರಾಣು ನಿಯಂತ್ರಣ ಮಾಡಲು ಜನರ ಸಹಕಾರ ಅಗತ್ಯ. ಪಟ್ಟಣದಲ್ಲಿ ಅಂಗಡಿಗಳ ಮಾಲೀಕರು ನಿಯಮ ಉಲ್ಲಂಘನೆ ಮಾಡುತ್ತಿದ್ದಾರೆ. ಈ ಸಂಬಂಧ 20 ಅಂಗಡಿ ಮಾಲೀಕರ ಮೇಲೆ ಪ್ರಕರಣ ದಾಖಲಿಸಲಾಗಿದೆ. ಇಲ್ಲಿ ದಂಡ ವಿಧಿಸುವುದು ಮುಖ್ಯವಲ್ಲ, ಸಾರ್ವಜನಿಕರು ಮತ್ತು ಅಂಗಡಿ ಮಾಲೀಕರುಗಳು ಕೊರೊನಾದ ಗಂಭೀರತೆಯನ್ನು ಅರ್ಥಮಾಡಿಕೊಳ್ಳಬೇಕು. ಸ್ವಯಂ ಪ್ರೇರಿತರಾಗಿ ಜಾಗೃತರಾಗಿ ಮನೆಯಲ್ಲಿದ್ದು ಕೊರೊನಾ ಮಾರ್ಗಸೂಚಿ ಪಾಲಿಸಿದರೆ ಮಾತ್ರ ಸೋಂಕು ನಿಯಂತ್ರಣ ಸಾಧ್ಯ. (695, 489, 1075, 607)
hunsur-headline-2: ಬೈಕ್‌ಗಳ ವಶ, ದಂಡ ವಸೂಲಿ (1159, 753, 1424, 785)
photo-person (1281, 303, 1302, 380)
bettadapura-headline-2: ಸೆಂಟರ್ ತೆರೆಯಲು ಒತ್ತಾಯ (1166, 1213, 1417, 1245)
masthead-rule (86, 129, 1498, 132)
saragur-headline: ಸರಗೂರು ಪಟ್ಟಣದಲ್ಲಿ ಕಾರ್ಮಿಕರ ದಿನಾಚರಣೆ (551, 718, 1011, 755)
photo-person (736, 824, 756, 944)
photo-person (1411, 947, 1431, 1020)
section-rule (495, 700, 1498, 701)
tnarasipura-headline: 20 ಅಂಗಡಿ ಮಾಲೀಕರ ಮೇಲೆ ಕೇಸ್, 35 ಬೈಕ್ ವಶ (601, 184, 1392, 237)
deaths-subhead-1: ತೊಂದರೆಯಿಂದ 14 ಮಂದಿ ಸಾವು (159, 1293, 405, 1318)
photo-person (947, 835, 967, 944)
photo-person (247, 458, 268, 553)
milk-body-left: ಭೇರ್ಯ, ಮೇ 3(ಮಹೇಶ್)- ರೈತರಿಗೆ ಹಾಗೂ ಹಾಲು ಉತ್ಪಾದಕರಿಗೆ ಬೆನ್ನೆಲುಬಾಗಿ ಮೈಸೂರು ಜಿಲ್ಲಾ ಹಾಲು ಒಕ್ಕೂಟ ಕಾರ್ಯ ನಿರ್ವಹಿಸುತ್ತಿದೆ ಎಂದು ಒಕ್ಕೂಟದ ಅಧ್ಯಕ್ಷ ಪಿ.ಎಂ.ಪ್ರಸನ್ನ ಹೇಳಿದರು. ಕೆ.ಆರ್.ನಗರ ತಾಲೂಕಿನ ಬ್ಯಾಡರಹಳ್ಳಿ ಗ್ರಾಮದಲ್ಲಿ ನೂತನ ಹಾಲು ಉತ್ಪಾದಕರ ಸಹಕಾರ ಸಂಘದ ಕಟ್ಟಡ ಉದ್ಘಾಟಿಸಿ ಮಾತನಾಡಿದ ಅವರು, ಕೊರೊನಾ ಸಂಕಷ್ಟದ ಸಮಯದಲ್ಲೂ ಒಕ್ಕೂಟ ರೈತರಿಂದ ಹಾಲು ಖರೀದಿ ನಿಲ್ಲಿಸಿಲ್ಲ. ಹಾಲು ಉತ್ಪಾದಕರಿಗೆ ಸಕಾಲದಲ್ಲಿ ಹಣ ಪಾವತಿ ಮಾಡಲಾಗುತ್ತಿದೆ. ಹೈನುಗಾರಿಕೆ ರೈತರ ಬದುಕಿಗೆ ಆಸರೆಯಾಗಿದೆ ಎಂದರು. (495, 1873, 676, 2067)
photo-person (540, 828, 560, 944)
photo-person (743, 1274, 764, 1340)
hunsur-checkpoint-photo (1300, 880, 1498, 1025)
meat-shop-photo (796, 1641, 1068, 1789)
pharmacy-headline-1: ಮೆಡಿಕಲ್ ಶಾಪ್ ಮಾಲೀಕ (143, 164, 421, 204)
photo-person (407, 324, 428, 422)
photo-person (284, 309, 304, 422)
photo-person (131, 313, 151, 422)
deaths-body-2: ಗುಂಡ್ಲುಪೇಟೆ ತಾಲೂಕಿನ 43 ವರ್ಷದ ವ್ಯಕ್ತಿ, ಹೆಚ್.ಡಿ.ಕೋಟೆಯ 48 ವರ್ಷದ ವ್ಯಕ್ತಿ, ಪಿರಿಯಾಪಟ್ಟಣದ 46 ವರ್ಷದ ವ್ಯಕ್ತಿ, ತಿ.ನರಸೀಪುರದ 70 ವರ್ಷದ ವೃದ್ಧೆ ಸೇರಿದಂತೆ 14 ಮಂದಿ ಸೋಂಕಿತರು ಮೃತಪಟ್ಟಿದ್ದಾರೆ. ಮೈಸೂರು ಜಿಲ್ಲೆಯಲ್ಲಿ ಇಂದು 1,605 ಮಂದಿ ಗುಣಮುಖರಾಗಿದ್ದು, ಇದುವರೆಗೆ 68,950 ಸೋಂಕಿತರು ಗುಣಮುಖರಾಗಿದ್ದಾರೆ. ಒಟ್ಟು 14,555 ಸಕ್ರಿಯ ಪ್ರಕರಣಗಳಿವೆ. (86, 1349, 479, 1422)
containment-title-1: ತ್ರಿವೇಣಿನಗರ, ಆಲಗೂಡು ಮೈಕ್ರೋ (1182, 449, 1407, 473)
column-divider (1076, 705, 1078, 1450)
photo-person (1012, 828, 1033, 944)
containment-title-2: ಕಂಟೈನ್ಮೆಂಟ್ ಜೋನ್‌ಗಳು (1211, 476, 1378, 500)
milk-body-mid: ರೈತರ ಪರವಾಗಿ ಮಾತನಾಡಿದ್ದಾರೆ. ರೈತರಿಗೆ ಉತ್ತಮ ಬೆಲೆ ನೀಡುವಲ್ಲಿ ಒಕ್ಕೂಟ ಮುಂಚೂಣಿಯಲ್ಲಿದೆ. ಸಂಘದ ಸದಸ್ಯರು ಗುಣಮಟ್ಟದ ಹಾಲು ಪೂರೈಕೆ ಮಾಡಬೇಕು. ಹೆಚ್ಚು ಹಾಲು ಉತ್ಪಾದನೆ ಮಾಡುವ ಮೂಲಕ ಆರ್ಥಿಕವಾಗಿ ಸದೃಢರಾಗಬೇಕು ಎಂದು ತಿಳಿಸಿದರು. ನಿರ್ದೇಶಕ ಎ.ಟಿ.ಸೋಮಶೇಖರ್ ಮಾತನಾಡಿ, ಗ್ರಾಮೀಣ ಭಾಗದ ರೈತರಿಗೆ ಹಾಲು ಉತ್ಪಾದಕರ ಸಂಘಗಳು ಆರ್ಥಿಕ ಶಕ್ತಿ ನೀಡುತ್ತಿವೆ ಎಂದರು. (684, 1915, 873, 2073)
pharmacy-body: ಕೆ.ಆರ್.ನಗರ, ಮೇ 3(ಕೆಟಿಆರ್)- ವೈದ್ಯರ ಸಲಹೆ ಚೀಟಿ ಇಲ್ಲದೆ ಗ್ರಾಹಕರು ಕೇಳಿದಷ್ಟು ನಿದ್ದೆ ಮಾತ್ರೆ ನೀಡುತ್ತಿದ್ದ ಮೆಡಿಕಲ್ ಸ್ಟೋರ್ ಮಾಲೀಕ ಸೇರಿದಂತೆ ಮೂವರು ಆರೋಪಿಗಳನ್ನು ಮೈಸೂರು ಜಿಲ್ಲಾ ಅಪರಾಧ ನಿಯಂತ್ರಣ ದಳ ಕಾರ್ಯಾಚರಣೆ ನಡೆಸಿ ಬಂಧಿಸಿದೆ. ಕೆ.ಆರ್.ನಗರ ಪಟ್ಟಣದ ಮೆಡಿಕಲ್ ಸ್ಟೋರ್ ಮಾಲೀಕ ವಿಜಯ್‌ಕುಮಾರ್(44), ಮೈಸೂರಿನ ಶ್ರೀಕಾಂತ(46), ದಿಲೀಪ್(49) ಬಂಧಿತರು. ಈ ಆರೋಪಿಗಳು ವೈದ್ಯರ ಸಲಹೆ ಚೀಟಿ ಇಲ್ಲದೆ, ಯುವಕರು ಕೇಳಿದಷ್ಟು ನಿದ್ದೆ ಮಾತ್ರೆಗಳನ್ನು ನೀಡುತ್ತಿದ್ದ ಮಾಹಿತಿ ತಿಳಿದು ಜಿಲ್ಲಾ ಅಪರಾಧ ನಿಯಂತ್ರಣ ದಳದ ಪೊಲೀಸರು ದಾಳಿ ನಡೆಸಿದ್ದು, ಮಾತ್ರೆಗಳನ್ನು ವಶಪಡಿಸಿಕೊಂಡಿದ್ದಾರೆ. ಆರೋಪಿಗಳ ವಿರುದ್ಧ ಮೊಕದ್ದಮೆ ದಾಖಲಿಸಲಾಗಿದ್ದು, ಹೆಚ್ಚಿನ ತನಿಖೆ ಮುಂದುವರೆದಿದೆ. ದುಷ್ಚಟಗಳಿಗೆ ಯುವಜನರು ಬಲಿಯಾಗುವುದನ್ನು ತಪ್ಪಿಸಲು ಇಂತಹ ಕಾರ್ಯಾಚರಣೆ ಮುಂದುವರೆಯಲಿದೆ ಎಂದು ಪೊಲೀಸರು ತಿಳಿಸಿದ್ದಾರೆ. (86, 561, 479, 732)
police-bike-photo (687, 247, 1084, 390)
page-number: 10 (132, 87, 177, 124)
meat-headline: ಕೋವಿಡ್ ನಿಯಮ ಉಲ್ಲಂಘಿಸಿ ಮಾಂಸ ಮಾರಾಟ ಮಾಡುತ್ತಿದ್ದ ಅಂಗಡಿಗಳಿಗೆ ದಂಡ (545, 1528, 1017, 1549)
dead-cow-photo (684, 1222, 873, 1440)
milk-headline-bar: ಹಾಲು ಉತ್ಪಾದಕರಿಗೆ ಮೈಸೂರು ಜಿಲ್ಲಾ ಹಾಲು ಒಕ್ಕೂಟ ಬೆನ್ನೆಲುಬು (568, 1809, 1425, 1857)
section-rule (495, 1796, 1498, 1798)
photo-person (841, 1686, 861, 1780)
covid-rules-title: ಕೋವಿಡ್ ನಿಯಮ ಪಾಲಿಸದಿದ್ದರೆ ಕಠಿಣ ಕ್ರಮ (690, 450, 1080, 484)
photo-signboard (1309, 1284, 1488, 1313)
page-label: ಪುಟ (103, 97, 125, 114)
column-divider (486, 137, 487, 2347)
bettadapura-body-2: ಬೆಟ್ಟದಪುರ, ಮೇ 3(ರವಿಚಂದ್ರ)- ಪಿರಿಯಾಪಟ್ಟಣ ತಾಲೂಕಿನ ಬೆಟ್ಟದಪುರ ಪ್ರಮುಖ ವಾಣಿಜ್ಯ ಕೇಂದ್ರವಾಗಿದ್ದು, ಬೆಟ್ಟದಪುರ ಹೋಬಳಿಯ ಸುಮಾರು 40 ಗ್ರಾಮಗಳ ಜನರು ಇಲ್ಲಿನ ಆಸ್ಪತ್ರೆಯನ್ನು ಅವಲಂಬಿಸಿದ್ದಾರೆ. ಹೋಬಳಿ ವ್ಯಾಪ್ತಿಯಲ್ಲಿ ಕೊರೊನಾ ಪ್ರಕರಣಗಳು ಹೆಚ್ಚುತ್ತಿರುವುದರಿಂದ ಇಲ್ಲಿನ ಸಮುದಾಯ ಆರೋಗ್ಯ ಕೇಂದ್ರದಲ್ಲಿ ಕೋವಿಡ್ ಕೇರ್ ಸೆಂಟರ್ ತೆರೆಯಬೇಕು ಎಂದು ಗ್ರಾಮಸ್ಥರು ಒತ್ತಾಯಿಸಿದ್ದಾರೆ. ಸೋಂಕಿತರು ಚಿಕಿತ್ಸೆಗಾಗಿ ದೂರದ ಮೈಸೂರು ಹಾಗೂ ಪಿರಿಯಾಪಟ್ಟಣಕ್ಕೆ ತೆರಳಬೇಕಾಗಿದ್ದು, ಬಡ ರೋಗಿಗಳು ಸಂಕಷ್ಟ ಅನುಭವಿಸುತ್ತಿದ್ದಾರೆ. ಆಸ್ಪತ್ರೆಯಲ್ಲಿ ವೈದ್ಯರು ಹಾಗೂ ಸಿಬ್ಬಂದಿ ಕೊರತೆಯೂ ಇದ್ದು, ಸರ್ಕಾರ ತಕ್ಷಣ ಹೆಚ್ಚುವರಿ ವೈದ್ಯರನ್ನು ನೇಮಿಸಬೇಕು. ಆಕ್ಸಿಜನ್ ಸಹಿತ ಹಾಸಿಗೆಗಳ ವ್ಯವಸ್ಥೆ ಕಲ್ಪಿಸಬೇಕು ಎಂದು ಜನಪ್ರತಿನಿಧಿಗಳು ಮನವಿ ಮಾಡಿದ್ದಾರೆ. (1296, 1422, 1498, 1689)
page-number-badge (86, 86, 193, 125)
hunsur-body: ಹುಣಸೂರು, ಪಿರಿಯಾಪಟ್ಟಣ ಹಾಗೂ ಹೆಚ್.ಡಿ.ಕೋಟೆ ತಾಲೂಕುಗಳಲ್ಲಿ ಬೆಳಿಗ್ಗೆ 10 ಗಂಟೆ ನಂತರ ವಿನಾಕಾರಣ ರಸ್ತೆಗಿಳಿದ ವಾಹನ ಸವಾರರನ್ನು ತಡೆದು ಪೊಲೀಸರು ದಂಡ ವಸೂಲಿ ಮಾಡಿದರು. ಪ್ರಮುಖ ವೃತ್ತಗಳಲ್ಲಿ ಬ್ಯಾರಿಕೇಡ್ ಅಳವಡಿಸಿ ತಪಾಸಣೆ ನಡೆಸಲಾಯಿತು. ಈ ಕುರಿತು ಪ್ರತಿಕ್ರಿಯೆ ನೀಡಿದ ಡಿವೈಎಸ್‌ಪಿ ರವಿಪ್ರಸಾದ್, ಸೋಂಕಿನ ಪ್ರಮಾಣ ದಿನದಿಂದ ದಿನಕ್ಕೆ ಹೆಚ್ಚುತ್ತಿದ್ದು, ಸೋಂಕಿನ ಸರಪಳಿ ತುಂಡರಿಸಲು ಸರ್ಕಾರ ಮಾರ್ಗಸೂಚಿ ಬಿಡುಗಡೆ ಮಾಡಿದೆ. ಜನರು ಅನಗತ್ಯವಾಗಿ ಹೊರಬಾರದೆ ಮನೆಯಲ್ಲೇ ಇದ್ದು ಸಹಕರಿಸಬೇಕು. ಇಲ್ಲವಾದರೆ ಕಠಿಣ ಕ್ರಮ ಕೈಗೊಳ್ಳಲಾಗುವುದು ಎಂದು ಎಚ್ಚರಿಸಿದರು. (1085, 882, 1293, 1070)
pharmacy-arrest-photo (86, 253, 479, 553)
